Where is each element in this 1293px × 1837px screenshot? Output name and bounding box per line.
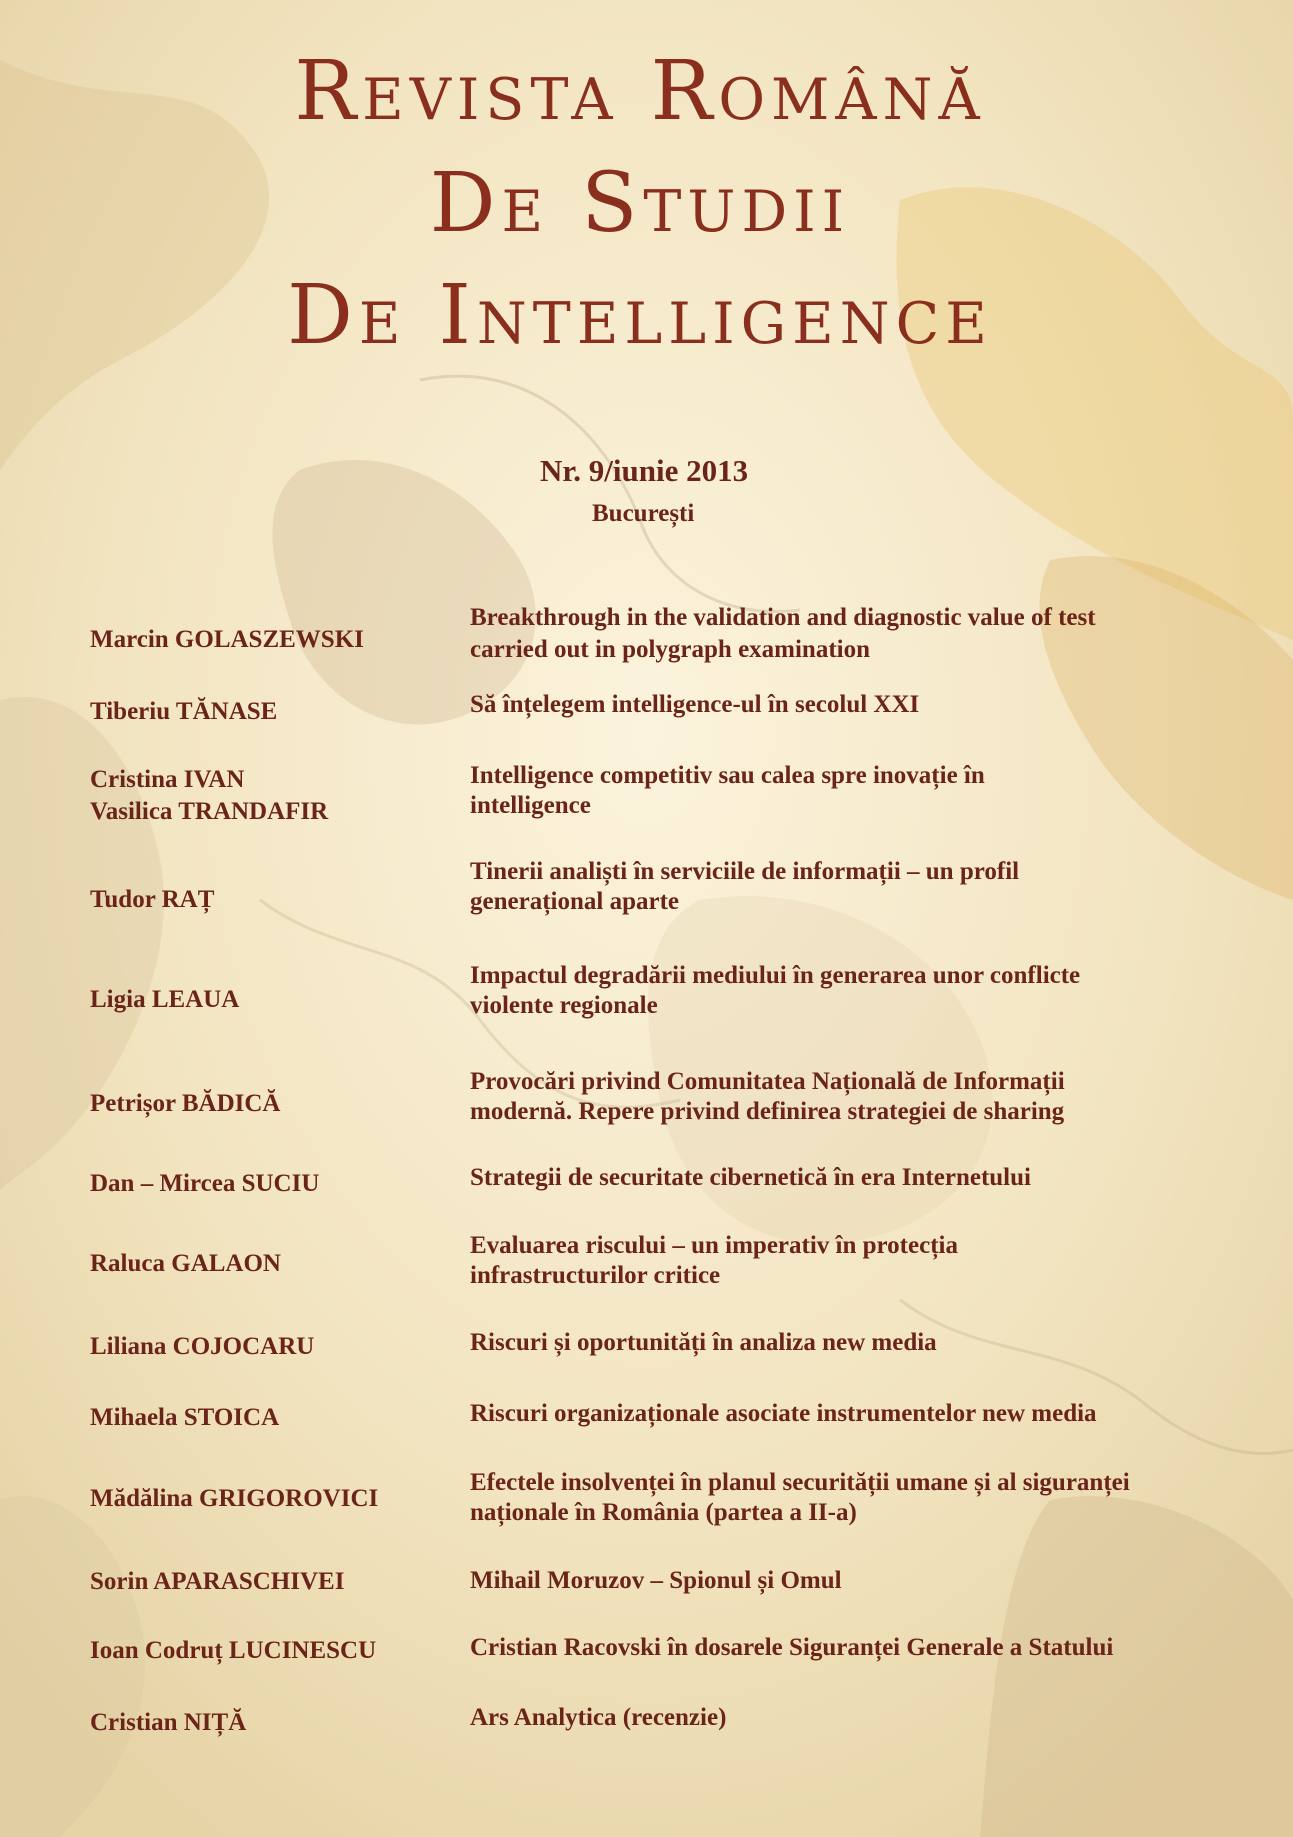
toc-author: Cristina IVAN [90,766,245,793]
toc-author: Mihaela STOICA [90,1404,280,1431]
toc-author: Liliana COJOCARU [90,1333,315,1360]
toc-author: Tudor RAȚ [90,886,215,913]
toc-article-title: Riscuri și oportunități în analiza new media [470,1329,937,1356]
toc-article-title: Să înțelegem intelligence-ul în secolul XXI [470,691,920,718]
title-line-1: Revista Română [294,44,986,139]
toc-article-title: Intelligence competitiv sau calea spre inovație în [470,762,985,789]
toc-author: Sorin APARASCHIVEI [90,1568,345,1595]
toc-author: Marcin GOLASZEWSKI [90,626,364,653]
toc-author: Dan – Mircea SUCIU [90,1170,320,1197]
toc-author: Cristian NIȚĂ [90,1709,247,1736]
toc-article-title: Evaluarea riscului – un imperativ în protecția [470,1232,958,1259]
toc-author: Petrișor BĂDICĂ [90,1090,281,1117]
toc-article-title: modernă. Repere privind definirea strategiei de sharing [470,1098,1065,1125]
toc-article-title: generațional aparte [470,888,679,915]
toc-article-title: violente regionale [470,992,658,1019]
title-line-3: De Intelligence [287,268,993,363]
toc-article-title: naționale în România (partea a II-a) [470,1499,857,1526]
toc-author: Tiberiu TĂNASE [90,698,278,725]
toc-article-title: Provocări privind Comunitatea Națională de Informații [470,1068,1065,1095]
toc-article-title: Efectele insolvenței în planul securității umane și al siguranței [470,1469,1130,1496]
toc-author: Ligia LEAUA [90,986,240,1013]
toc-article-title: Riscuri organizaționale asociate instrumentelor new media [470,1400,1097,1427]
toc-author: Ioan Codruț LUCINESCU [90,1637,377,1664]
title-line-2: De Studii [429,156,851,251]
publication-city: București [592,500,695,527]
toc-author: Mădălina GRIGOROVICI [90,1485,379,1512]
toc-article-title: Cristian Racovski în dosarele Siguranței Generale a Statului [470,1634,1114,1661]
toc-article-title: infrastructurilor critice [470,1262,721,1289]
toc-author: Raluca GALAON [90,1250,281,1277]
issue-number: Nr. 9/iunie 2013 [540,453,749,488]
toc-article-title: Breakthrough in the validation and diagnostic value of test [470,604,1096,631]
toc-article-title: Ars Analytica (recenzie) [470,1704,727,1731]
toc-article-title: Strategii de securitate cibernetică în era Internetului [470,1164,1031,1191]
toc-article-title: Tinerii analiști în serviciile de informații – un profil [470,858,1020,885]
toc-article-title: Mihail Moruzov – Spionul și Omul [470,1567,842,1594]
toc-article-title: intelligence [470,792,591,819]
toc-author: Vasilica TRANDAFIR [90,798,329,825]
toc-article-title: carried out in polygraph examination [470,636,871,663]
toc-article-title: Impactul degradării mediului în generarea unor conflicte [470,962,1081,989]
